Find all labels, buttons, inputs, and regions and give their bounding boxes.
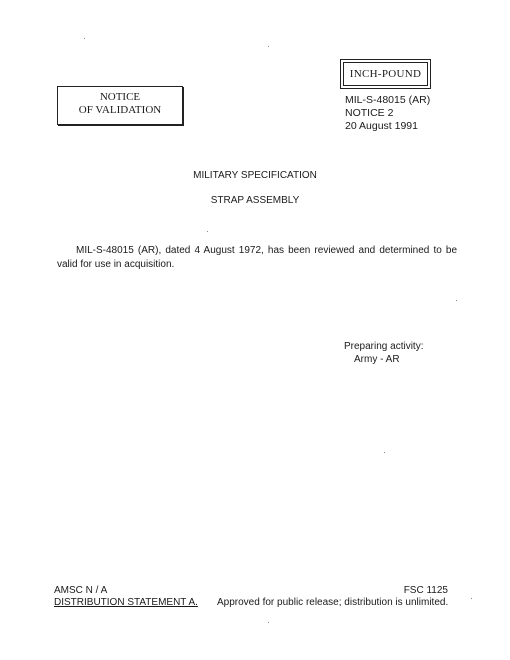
scan-speck bbox=[456, 300, 457, 301]
notice-box-line1: NOTICE bbox=[99, 91, 141, 103]
notice-box-line2: OF VALIDATION bbox=[78, 104, 162, 116]
inch-pound-stamp: INCH-POUND bbox=[343, 62, 428, 86]
spec-subject-heading: STRAP ASSEMBLY bbox=[210, 195, 300, 206]
validation-paragraph: MIL-S-48015 (AR), dated 4 August 1972, has been reviewed and determined to be valid for use in acquisition. bbox=[57, 245, 457, 270]
scan-speck bbox=[384, 452, 385, 453]
preparing-activity-block bbox=[344, 340, 423, 366]
document-identifier bbox=[345, 94, 430, 133]
preparing-activity-name: Army - AR bbox=[354, 354, 400, 365]
scan-speck bbox=[207, 231, 208, 232]
scan-speck bbox=[84, 38, 85, 39]
amsc-number: AMSC N / A bbox=[54, 585, 108, 596]
notice-of-validation-box bbox=[57, 86, 183, 125]
scan-speck bbox=[268, 622, 269, 623]
scan-speck bbox=[471, 598, 472, 599]
scan-speck bbox=[268, 46, 269, 47]
preparing-activity-label: Preparing activity: bbox=[344, 341, 424, 352]
notice-number: NOTICE 2 bbox=[345, 107, 394, 119]
release-approval-statement: Approved for public release; distribution is unlimited. bbox=[217, 597, 449, 608]
spec-category-heading: MILITARY SPECIFICATION bbox=[193, 170, 317, 181]
distribution-statement: DISTRIBUTION STATEMENT A. bbox=[54, 597, 198, 608]
notice-date: 20 August 1991 bbox=[345, 120, 418, 132]
fsc-code: FSC 1125 bbox=[403, 585, 448, 596]
spec-number: MIL-S-48015 (AR) bbox=[345, 94, 431, 106]
